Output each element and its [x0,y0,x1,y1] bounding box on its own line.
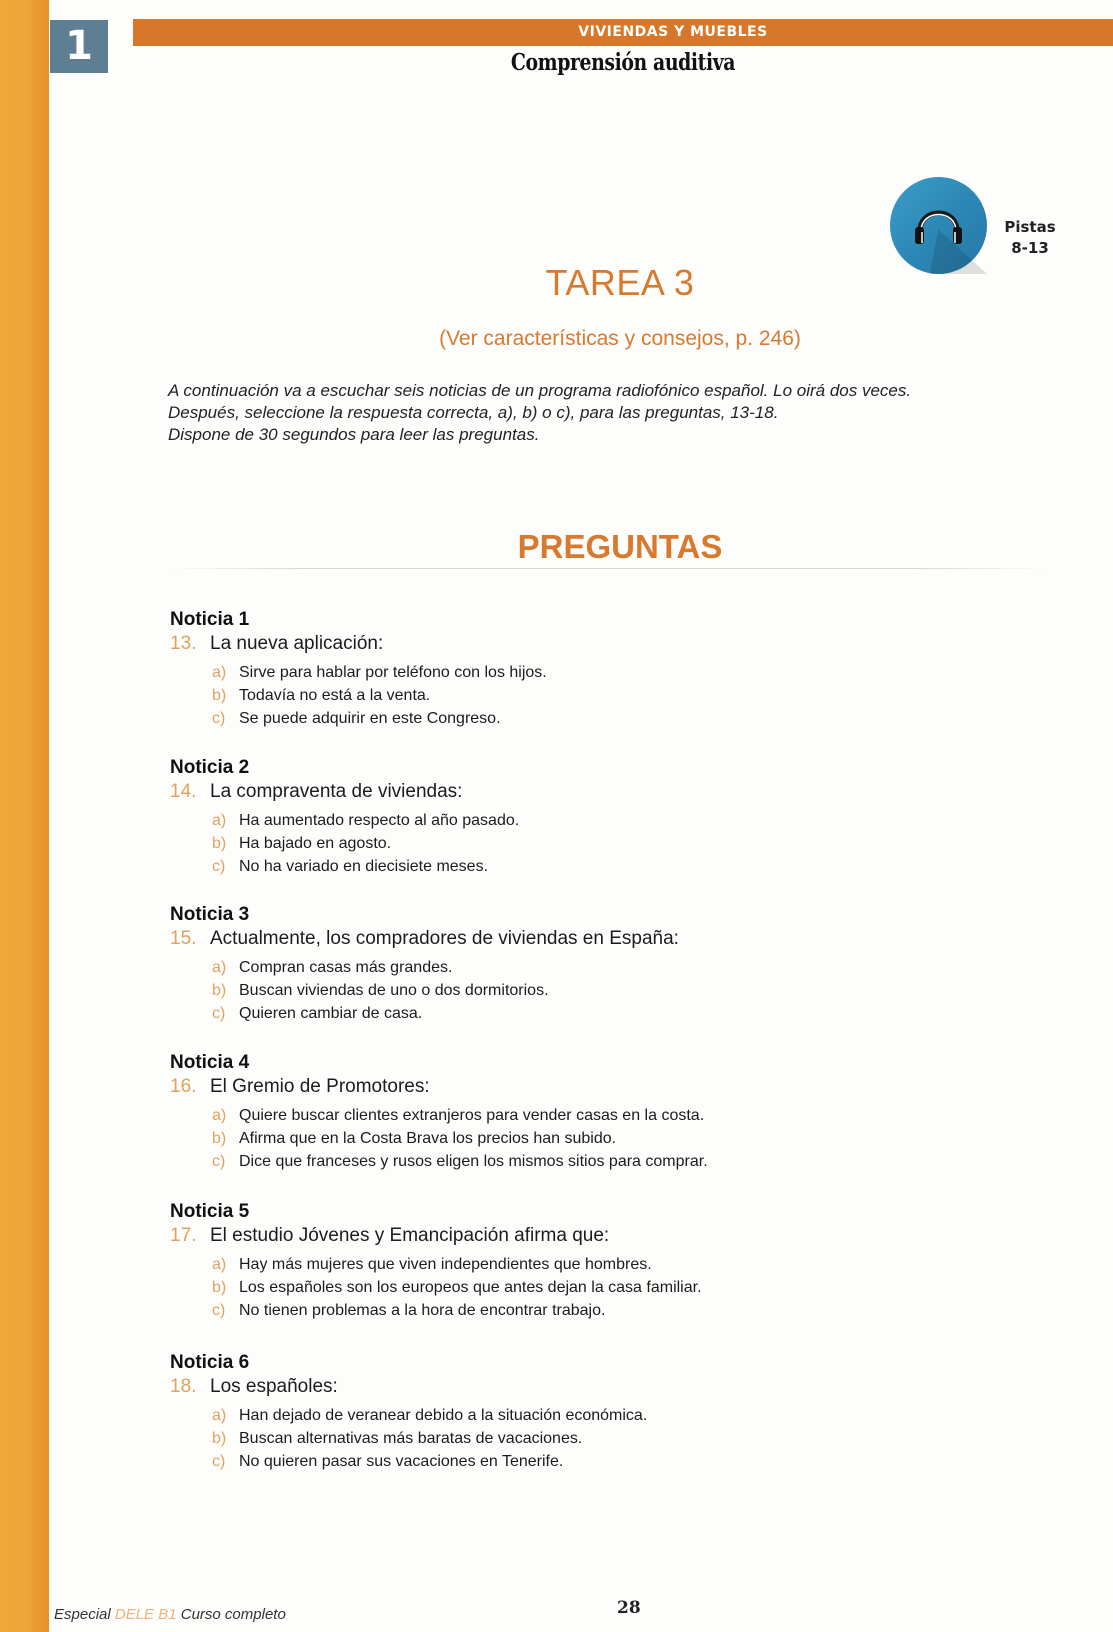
task-instructions [168,380,1088,446]
answer-option[interactable] [212,1276,702,1299]
option-letter: c) [212,858,226,875]
question-text: Los españoles: [210,1376,338,1397]
unit-header-bar [133,19,1113,46]
footer-prefix: Especial [54,1606,111,1623]
option-text: Sirve para hablar por teléfono con los hijos. [239,664,547,681]
answer-options [170,661,547,730]
noticia-block [170,1201,702,1322]
option-letter: a) [212,1256,227,1273]
tracks-label: Pistas [1004,218,1056,236]
answer-option[interactable] [212,832,519,855]
option-text: Afirma que en la Costa Brava los precios han subido. [239,1130,617,1147]
instruction-line: Después, seleccione la respuesta correcta, a), b) o c), para las preguntas, 13-18. [168,403,779,422]
question [170,631,547,657]
section-heading: Comprensión auditiva [510,49,736,76]
option-letter: c) [212,1302,226,1319]
footer-credit [54,1606,286,1623]
answer-options [170,956,679,1025]
option-letter: c) [212,710,226,727]
option-letter: c) [212,1453,226,1470]
question-number: 16. [170,1076,197,1097]
option-text: Todavía no está a la venta. [239,687,431,704]
question [170,779,519,805]
option-letter: a) [212,1107,227,1124]
audio-tracks-label [1000,217,1060,259]
option-text: Ha bajado en agosto. [239,835,392,852]
option-letter: a) [212,1407,227,1424]
answer-option[interactable] [212,1150,708,1173]
option-text: Quiere buscar clientes extranjeros para vender casas en la costa. [239,1107,705,1124]
option-text: Han dejado de veranear debido a la situación económica. [239,1407,648,1424]
task-title: TAREA 3 [545,262,695,303]
option-letter: b) [212,982,227,999]
option-text: No tienen problemas a la hora de encontrar trabajo. [239,1302,606,1319]
answer-option[interactable] [212,1127,708,1150]
option-letter: a) [212,664,227,681]
question-text: El Gremio de Promotores: [210,1076,430,1097]
question-text: La nueva aplicación: [210,633,384,654]
option-letter: c) [212,1153,226,1170]
answer-option[interactable] [212,684,547,707]
option-letter: a) [212,812,227,829]
headphones-icon [890,177,987,274]
option-text: Quieren cambiar de casa. [239,1005,423,1022]
option-text: Los españoles son los europeos que antes dejan la casa familiar. [239,1279,702,1296]
noticia-block [170,609,547,730]
option-text: Buscan viviendas de uno o dos dormitorios. [239,982,549,999]
question-text: La compraventa de viviendas: [210,781,463,802]
option-text: No ha variado en diecisiete meses. [239,858,489,875]
instruction-line: A continuación va a escuchar seis noticias de un programa radiofónico español. Lo oirá dos veces. [168,381,912,400]
noticia-block [170,1352,647,1473]
instruction-line: Dispone de 30 segundos para leer las preguntas. [168,425,540,444]
answer-option[interactable] [212,979,679,1002]
section-divider [168,568,1048,569]
answer-option[interactable] [212,707,547,730]
option-text: Hay más mujeres que viven independientes que hombres. [239,1256,652,1273]
option-text: No quieren pasar sus vacaciones en Tenerife. [239,1453,564,1470]
noticia-block [170,1052,708,1173]
chapter-number-badge: 1 [50,20,108,73]
option-text: Buscan alternativas más baratas de vacaciones. [239,1430,583,1447]
answer-option[interactable] [212,809,519,832]
tracks-range: 8-13 [1011,239,1049,257]
question [170,1374,647,1400]
noticia-title: Noticia 5 [170,1201,250,1222]
option-letter: c) [212,1005,226,1022]
answer-options [170,1104,708,1173]
answer-option[interactable] [212,1450,647,1473]
question-number: 17. [170,1225,197,1246]
option-text: Se puede adquirir en este Congreso. [239,710,501,727]
questions-title: PREGUNTAS [517,528,723,565]
answer-option[interactable] [212,1427,647,1450]
option-letter: b) [212,687,227,704]
option-letter: b) [212,1430,227,1447]
question [170,1074,708,1100]
option-text: Compran casas más grandes. [239,959,453,976]
question-text: Actualmente, los compradores de viviendas en España: [210,928,679,949]
footer-brand: DELE B1 [114,1606,177,1623]
page-edge-strip [0,0,49,1632]
noticia-title: Noticia 6 [170,1352,250,1373]
question [170,926,679,952]
question [170,1223,702,1249]
answer-option[interactable] [212,1104,708,1127]
question-number: 18. [170,1376,197,1397]
answer-option[interactable] [212,1299,702,1322]
unit-title: VIVIENDAS Y MUEBLES [578,24,768,40]
noticia-title: Noticia 4 [170,1052,250,1073]
noticia-block [170,757,519,878]
footer-suffix: Curso completo [180,1606,286,1623]
question-number: 14. [170,781,197,802]
answer-option[interactable] [212,956,679,979]
option-letter: b) [212,1130,227,1147]
noticia-title: Noticia 1 [170,609,250,630]
noticia-title: Noticia 3 [170,904,250,925]
answer-option[interactable] [212,855,519,878]
question-text: El estudio Jóvenes y Emancipación afirma que: [210,1225,610,1246]
question-number: 13. [170,633,197,654]
option-letter: b) [212,1279,227,1296]
option-text: Dice que franceses y rusos eligen los mismos sitios para comprar. [239,1153,708,1170]
option-letter: a) [212,959,227,976]
option-letter: b) [212,835,227,852]
noticia-block [170,904,679,1025]
answer-options [170,1253,702,1322]
noticia-title: Noticia 2 [170,757,250,778]
answer-options [170,809,519,878]
option-text: Ha aumentado respecto al año pasado. [239,812,520,829]
question-number: 15. [170,928,197,949]
answer-option[interactable] [212,1253,702,1276]
task-reference: (Ver características y consejos, p. 246) [439,327,801,350]
answer-option[interactable] [212,1404,647,1427]
answer-option[interactable] [212,1002,679,1025]
answer-options [170,1404,647,1473]
answer-option[interactable] [212,661,547,684]
page-number: 28 [617,1598,641,1618]
